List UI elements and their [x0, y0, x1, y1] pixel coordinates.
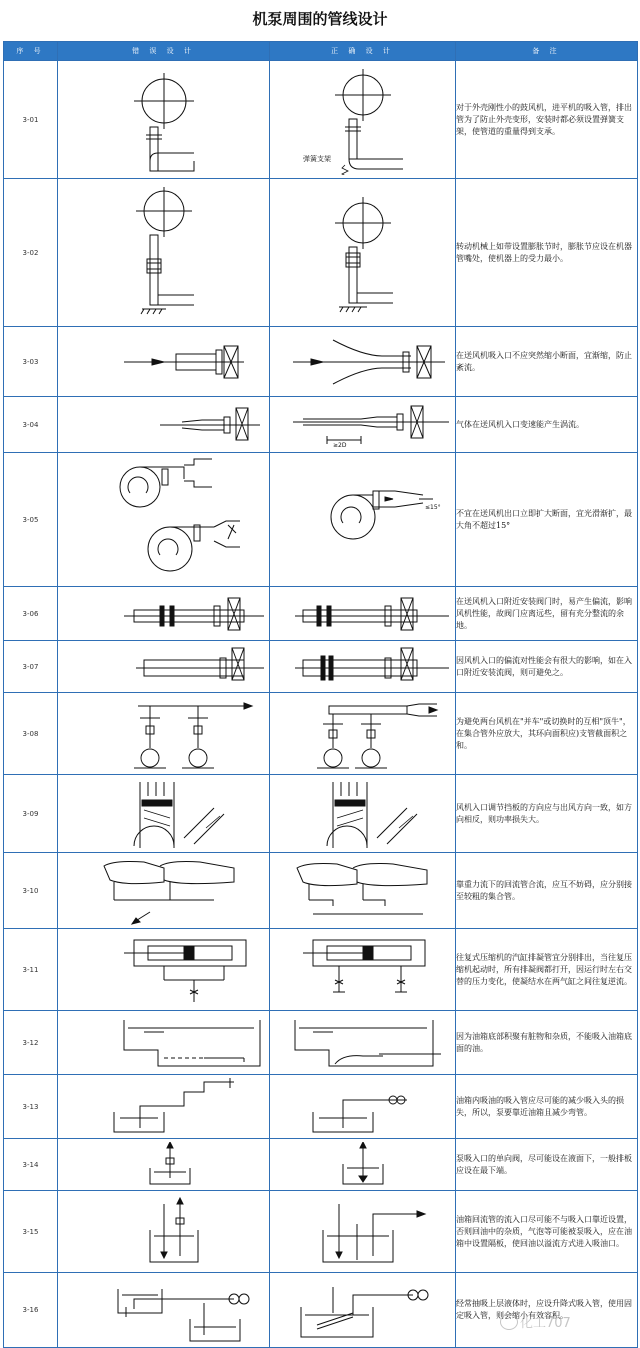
gradual-contraction-inlet-diagram: [273, 332, 453, 392]
table-row: [4, 453, 638, 587]
spring-support-label: 弹簧支架: [302, 154, 331, 163]
wrong-figure: [58, 1011, 270, 1075]
right-figure: [270, 853, 456, 929]
short-suction-line-diagram: [273, 1078, 453, 1136]
blower-spring-support-diagram: [273, 65, 453, 175]
pipe-design-table: [3, 41, 638, 1348]
right-figure: [270, 775, 456, 853]
return-lines-separate-diagram: [273, 856, 453, 926]
right-figure: [270, 397, 456, 453]
return-lines-merged-diagram: [64, 856, 264, 926]
fixed-suction-diagram: [64, 1273, 264, 1347]
return-near-suction-diagram: [64, 1194, 264, 1270]
row-number: 3-05: [4, 453, 58, 587]
drain-combined-diagram: [64, 932, 264, 1008]
row-note: 转动机械上如带设置膨胀节时，膨胀节应设在机器管嘴处，使机器上的受力最小。: [456, 179, 638, 327]
right-figure: [270, 641, 456, 693]
header-note: 备 注: [456, 42, 638, 61]
wrong-figure: [58, 179, 270, 327]
wrong-figure: [58, 453, 270, 587]
angle-label: ≤15°: [424, 503, 441, 511]
wrong-figure: [58, 693, 270, 775]
right-figure: [270, 327, 456, 397]
table-row: [4, 929, 638, 1011]
table-row: [4, 853, 638, 929]
row-number: 3-04: [4, 397, 58, 453]
table-row: [4, 641, 638, 693]
table-row: [4, 1011, 638, 1075]
row-number: 3-12: [4, 1011, 58, 1075]
right-figure: [270, 61, 456, 179]
right-figure: [270, 693, 456, 775]
table-row: [4, 1075, 638, 1139]
row-note: 不宜在送风机出口立即扩大断面，宜光滑渐扩，最大角不超过15°: [456, 453, 638, 587]
wrong-figure: [58, 61, 270, 179]
row-number: 3-09: [4, 775, 58, 853]
abrupt-expansion-outlet-diagram: [64, 457, 264, 583]
row-number: 3-08: [4, 693, 58, 775]
right-figure: [270, 453, 456, 587]
row-number: 3-16: [4, 1273, 58, 1348]
right-figure: [270, 179, 456, 327]
table-row: [4, 397, 638, 453]
damper-same-direction-diagram: [273, 778, 453, 850]
page-title: 机泵周围的管线设计: [252, 10, 388, 28]
no-straightener-diagram: [64, 644, 264, 690]
wrong-figure: [58, 641, 270, 693]
row-number: 3-02: [4, 179, 58, 327]
table-row: [4, 1191, 638, 1273]
table-row: [4, 775, 638, 853]
right-figure: [270, 1139, 456, 1191]
table-row: [4, 327, 638, 397]
wrong-figure: [58, 1273, 270, 1348]
valve-near-inlet-diagram: [64, 590, 264, 638]
expansion-joint-far-diagram: [64, 183, 264, 323]
table-row: [4, 1273, 638, 1348]
with-straightener-diagram: [273, 644, 453, 690]
table-row: [4, 587, 638, 641]
row-note: 往复式压缩机的汽缸排凝管宜分别排出，当往复压缩机起动时，所有排凝阀都打开，因运行时左右交替的压力变化，使凝结水在两气缸之间往复逆流。: [456, 929, 638, 1011]
gradual-expansion-outlet-diagram: [273, 457, 453, 583]
row-number: 3-15: [4, 1191, 58, 1273]
table-header-row: [4, 42, 638, 61]
check-valve-above-liquid-diagram: [64, 1142, 264, 1188]
row-note: 风机入口调节挡板的方向应与出风方向一致，如方向相反，则功率损失大。: [456, 775, 638, 853]
row-note: 在送风机入口附近安装阀门时，易产生偏流，影响风机性能，故阀门应离远些，留有充分整流的余地。: [456, 587, 638, 641]
reducer-far-inlet-diagram: [273, 400, 453, 450]
right-figure: [270, 1011, 456, 1075]
sudden-contraction-inlet-diagram: [64, 332, 264, 392]
watermark: 化工707: [520, 1316, 571, 1331]
row-note: 气体在送风机入口变速能产生涡流。: [456, 397, 638, 453]
row-note: 经常抽吸上层液体时，应设升降式吸入管，使用固定吸入管，则会缩小有效容积。: [456, 1273, 638, 1348]
row-number: 3-11: [4, 929, 58, 1011]
row-note: 油箱内吸油的吸入管应尽可能的减少吸入头的损失，所以，泵要靠近油箱且减少弯管。: [456, 1075, 638, 1139]
right-figure: [270, 929, 456, 1011]
row-note: 油箱回流管的流入口尽可能不与吸入口靠近设置，否则回油中的杂质，气泡等可能被泵吸入，应在油箱中设置隔板，使回油以溢流方式进入吸油口。: [456, 1191, 638, 1273]
right-figure: [270, 1075, 456, 1139]
row-note: 在送风机吸入口不应突然缩小断面，宜渐缩，防止紊流。: [456, 327, 638, 397]
valve-far-inlet-diagram: [273, 590, 453, 638]
blower-unsupported-diagram: [64, 65, 264, 175]
row-note: 对于外壳刚性小的鼓风机，进平机的吸入管，排出管为了防止外壳变形，安装时都必须设置弹簧支架，使管道的重量得到支承。: [456, 61, 638, 179]
wrong-figure: [58, 775, 270, 853]
damper-opposite-direction-diagram: [64, 778, 264, 850]
suction-from-bottom-diagram: [64, 1014, 264, 1072]
drain-separate-diagram: [273, 932, 453, 1008]
wrong-figure: [58, 1075, 270, 1139]
header-wrong: 错 误 设 计: [58, 42, 270, 61]
row-note: 为避免两台风机在"并车"或切换时的互相"顶牛"，在集合管外应放大，其环向面积应)支管截面积之和。: [456, 693, 638, 775]
reducer-near-inlet-diagram: [64, 400, 264, 450]
long-suction-line-diagram: [64, 1078, 264, 1136]
header-num: 序 号: [4, 42, 58, 61]
row-note: 因风机入口的偏流对性能会有很大的影响，如在入口附近安装流阀，则可避免之。: [456, 641, 638, 693]
row-number: 3-07: [4, 641, 58, 693]
row-number: 3-06: [4, 587, 58, 641]
check-valve-below-liquid-diagram: [273, 1142, 453, 1188]
header-not-enlarged-diagram: [64, 696, 264, 772]
header-right: 正 确 设 计: [270, 42, 456, 61]
table-row: [4, 179, 638, 327]
table-row: [4, 693, 638, 775]
min-length-label: ≥2D: [332, 441, 346, 449]
row-number: 3-03: [4, 327, 58, 397]
row-note: 泵吸入口的单向阀，尽可能设在液面下，一般排板应设在最下端。: [456, 1139, 638, 1191]
wrong-figure: [58, 1139, 270, 1191]
wrong-figure: [58, 1191, 270, 1273]
table-row: [4, 61, 638, 179]
return-with-baffle-diagram: [273, 1194, 453, 1270]
wrong-figure: [58, 929, 270, 1011]
row-note: 靠重力流下的回流管合流，应互不妨碍，应分别接至较粗的集合管。: [456, 853, 638, 929]
right-figure: [270, 587, 456, 641]
row-number: 3-13: [4, 1075, 58, 1139]
watermark-icon: [500, 1314, 518, 1330]
header-enlarged-diagram: [273, 696, 453, 772]
right-figure: [270, 1273, 456, 1348]
table-row: [4, 1139, 638, 1191]
wrong-figure: [58, 853, 270, 929]
row-note: 因为油箱底部积聚有脏物和杂质，不能吸入油箱底面的油。: [456, 1011, 638, 1075]
row-number: 3-14: [4, 1139, 58, 1191]
floating-suction-diagram: [273, 1273, 453, 1347]
wrong-figure: [58, 397, 270, 453]
row-number: 3-01: [4, 61, 58, 179]
wrong-figure: [58, 587, 270, 641]
right-figure: [270, 1191, 456, 1273]
row-number: 3-10: [4, 853, 58, 929]
expansion-joint-near-diagram: [273, 183, 453, 323]
wrong-figure: [58, 327, 270, 397]
suction-above-sump-diagram: [273, 1014, 453, 1072]
